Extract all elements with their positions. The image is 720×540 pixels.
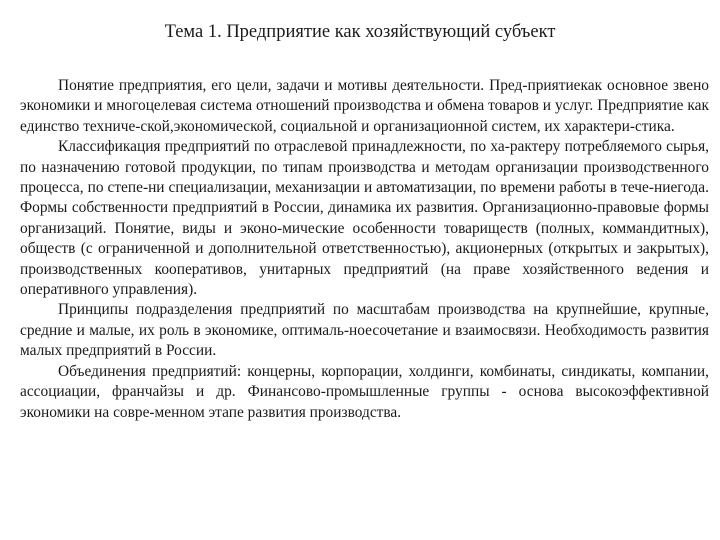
paragraph-associations: Объединения предприятий: концерны, корпорации, холдинги, комбинаты, синдикаты, компании, ассоциации, франчайзы и др. Финансово-промышленные группы - основа высокоэффективной экономики на совре-менном этапе развития производства.: [20, 362, 709, 421]
paragraph-classification: Классификация предприятий по отраслевой принадлежности, по ха-рактеру потребляемого сырья, по назначению готовой продукции, по типам производства и методам организации производственного процесса, по степе-ни специализации, механизации и автоматизации, по времени работы в тече-ниегода. Формы собственности предприятий в России, динамика их развития. Организационно-правовые формы организаций. Понятие, виды и эконо-мические особенности товариществ (полных, коммандитных), обществ (с ограниченной и дополнительной ответственностью), акционерных (открытых и закрытых), производственных кооперативов, унитарных предприятий (на праве хозяйственного ведения и оперативного управления).: [20, 138, 709, 299]
paragraph-enterprise-concept: Понятие предприятия, его цели, задачи и мотивы деятельности. Пред-приятиекак основное звено экономики и многоцелевая система отношений производства и обмена товаров и услуг. Предприятие как единство техниче-ской,экономической, социальной и организационной систем, их характери-стика.: [20, 77, 709, 135]
page-title: Тема 1. Предприятие как хозяйствующий субъект: [164, 22, 556, 42]
paragraph-scale-principles: Принципы подразделения предприятий по масштабам производства на крупнейшие, крупные, средние и малые, их роль в экономике, оптималь-ноесочетание и взаимосвязи. Необходимость развития малых предприятий в России.: [20, 301, 709, 360]
document-body: [20, 76, 709, 423]
